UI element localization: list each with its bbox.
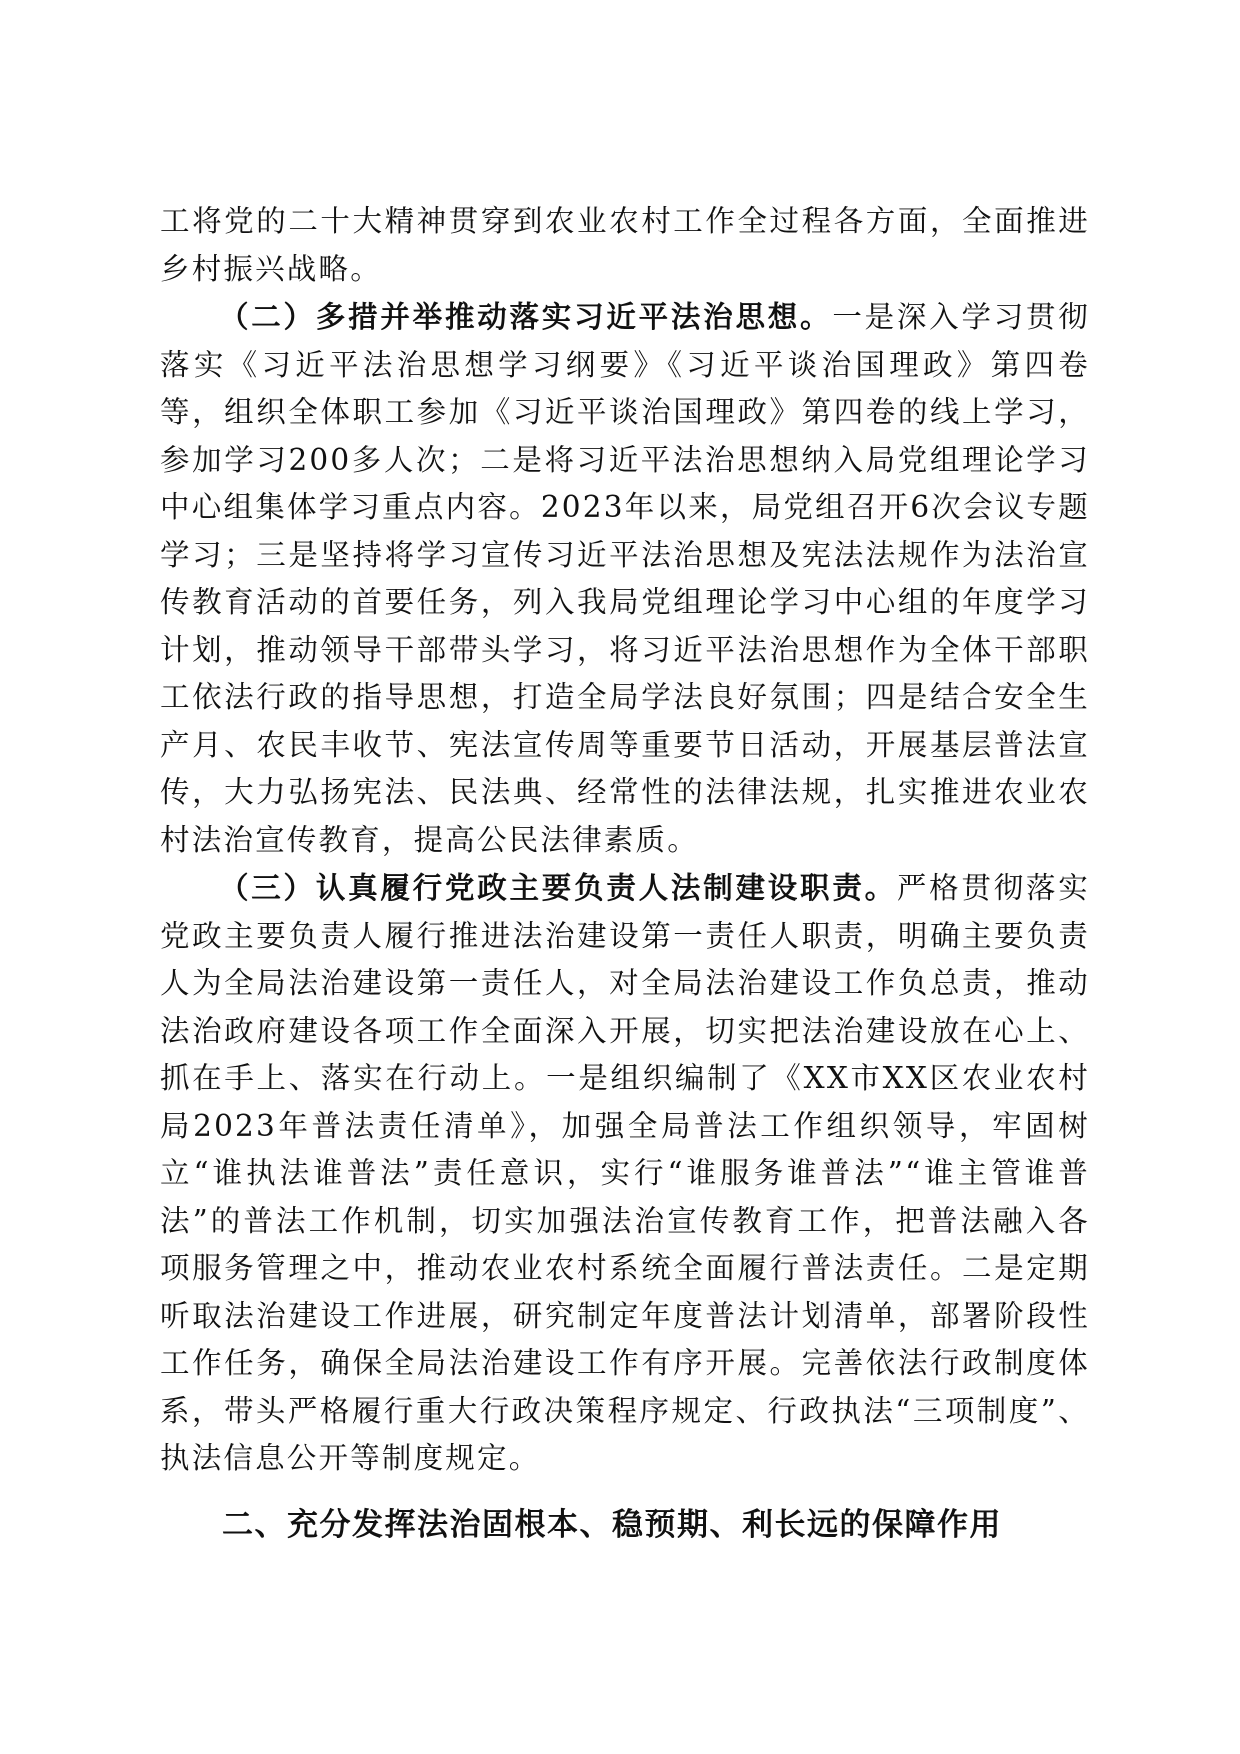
section-3-lead: （三）认真履行党政主要负责人法制建设职责。: [219, 870, 897, 905]
section-2-paragraph: [160, 293, 1090, 864]
section-2-body: 一是深入学习贯彻落实《习近平法治思想学习纲要》《习近平谈治国理政》第四卷等，组织全体职工参加《习近平谈治国理政》第四卷的线上学习，参加学习200多人次；二是将习近平法治思想纳入局党组理论学习中心组集体学习重点内容。2023年以来，局党组召开6次会议专题学习；三是坚持将学习宣传习近平法治思想及宪法法规作为法治宣传教育活动的首要任务，列入我局党组理论学习中心组的年度学习计划，推动领导干部带头学习，将习近平法治思想作为全体干部职工依法行政的指导思想，打造全局学法良好氛围；四是结合安全生产月、农民丰收节、宪法宣传周等重要节日活动，开展基层普法宣传，大力弘扬宪法、民法典、经常性的法律法规，扎实推进农业农村法治宣传教育，提高公民法律素质。: [160, 300, 1090, 857]
continuation-paragraph: 工将党的二十大精神贯穿到农业农村工作全过程各方面，全面推进乡村振兴战略。: [160, 204, 1090, 286]
section-3-body: 严格贯彻落实党政主要负责人履行推进法治建设第一责任人职责，明确主要负责人为全局法治建设第一责任人，对全局法治建设工作负总责，推动法治政府建设各项工作全面深入开展，切实把法治建设放在心上、抓在手上、落实在行动上。一是组织编制了《XX市XX区农业农村局2023年普法责任清单》，加强全局普法工作组织领导，牢固树立“谁执法谁普法”责任意识，实行“谁服务谁普法”“谁主管谁普法”的普法工作机制，切实加强法治宣传教育工作，把普法融入各项服务管理之中，推动农业农村系统全面履行普法责任。二是定期听取法治建设工作进展，研究制定年度普法计划清单，部署阶段性工作任务，确保全局法治建设工作有序开展。完善依法行政制度体系，带头严格履行重大行政决策程序规定、行政执法“三项制度”、执法信息公开等制度规定。: [160, 871, 1091, 1475]
section-2-lead: （二）多措并举推动落实习近平法治思想。: [219, 299, 833, 334]
section-heading-2: 二、充分发挥法治固根本、稳预期、利长远的保障作用: [222, 1506, 1002, 1543]
section-3-paragraph: [160, 864, 1090, 1483]
